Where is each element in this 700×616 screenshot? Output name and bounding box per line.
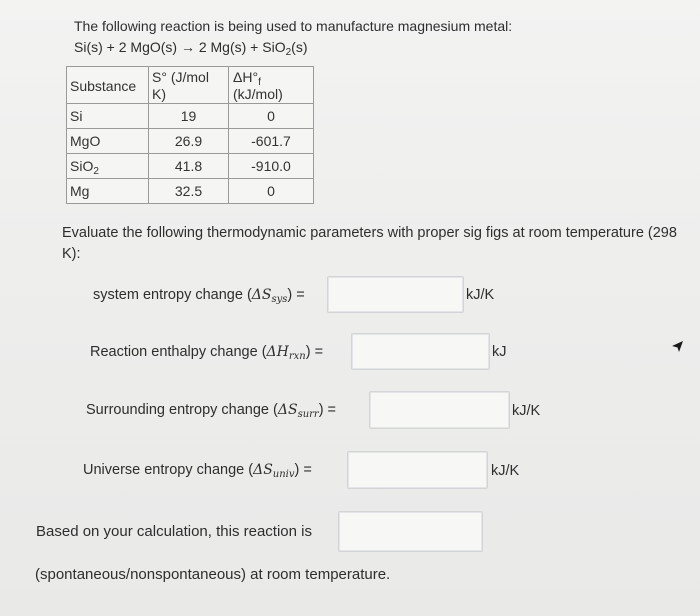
- sys-entropy-input[interactable]: [327, 276, 464, 313]
- table-row: [67, 129, 314, 154]
- header-substance: Substance: [67, 67, 149, 104]
- instructions-text: Evaluate the following thermodynamic parameters with proper sig figs at room temperature (298 K):: [62, 225, 677, 262]
- cell-entropy: 19: [149, 104, 229, 129]
- header-enthalpy: $\Delta H^\circ_f$ (kJ/mol): [229, 67, 314, 104]
- conclusion-options-text: (spontaneous/nonspontaneous) at room temperature.: [35, 566, 391, 583]
- rxn-enthalpy-unit: kJ: [492, 344, 507, 360]
- spontaneity-input[interactable]: [338, 511, 483, 552]
- conclusion-text: Based on your calculation, this reaction is: [36, 523, 312, 540]
- cell-substance: Si: [67, 104, 149, 129]
- table-row: [67, 154, 314, 179]
- univ-entropy-label: Universe entropy change $(\Delta S_{univ})$ =: [83, 462, 312, 480]
- mouse-pointer-icon: [671, 340, 685, 354]
- cell-substance: Mg: [67, 179, 149, 204]
- sys-entropy-unit: kJ/K: [466, 287, 495, 303]
- header-entropy: S° (J/mol K): [149, 67, 229, 104]
- table-row: [67, 104, 314, 129]
- surr-entropy-input[interactable]: [369, 391, 510, 429]
- table-header-row: [67, 67, 314, 104]
- intro-text: The following reaction is being used to manufacture magnesium metal:: [74, 18, 513, 34]
- surr-entropy-unit: kJ/K: [512, 403, 541, 419]
- cell-enthalpy: 0: [229, 104, 314, 129]
- cell-enthalpy: -601.7: [229, 129, 314, 154]
- cell-entropy: 32.5: [149, 179, 229, 204]
- cell-enthalpy: 0: [229, 179, 314, 204]
- thermo-data-table: [66, 66, 314, 204]
- rxn-enthalpy-label: Reaction enthalpy change $(\Delta H_{rxn})$ =: [90, 344, 324, 362]
- cell-substance: SiO$_2$: [67, 154, 149, 179]
- univ-entropy-input[interactable]: [347, 451, 488, 489]
- sys-entropy-label: system entropy change $(\Delta S_{sys})$ =: [93, 287, 305, 305]
- surr-entropy-label: Surrounding entropy change $(\Delta S_{surr})$ =: [86, 402, 337, 420]
- reaction-equation: Si(s) + 2 MgO(s) → 2 Mg(s) + SiO$_2$(s): [74, 39, 308, 58]
- rxn-enthalpy-input[interactable]: [351, 333, 490, 370]
- problem-intro: [74, 16, 512, 58]
- cell-entropy: 41.8: [149, 154, 229, 179]
- table-row: [67, 179, 314, 204]
- univ-entropy-unit: kJ/K: [491, 463, 520, 479]
- cell-entropy: 26.9: [149, 129, 229, 154]
- cell-substance: MgO: [67, 129, 149, 154]
- cell-enthalpy: -910.0: [229, 154, 314, 179]
